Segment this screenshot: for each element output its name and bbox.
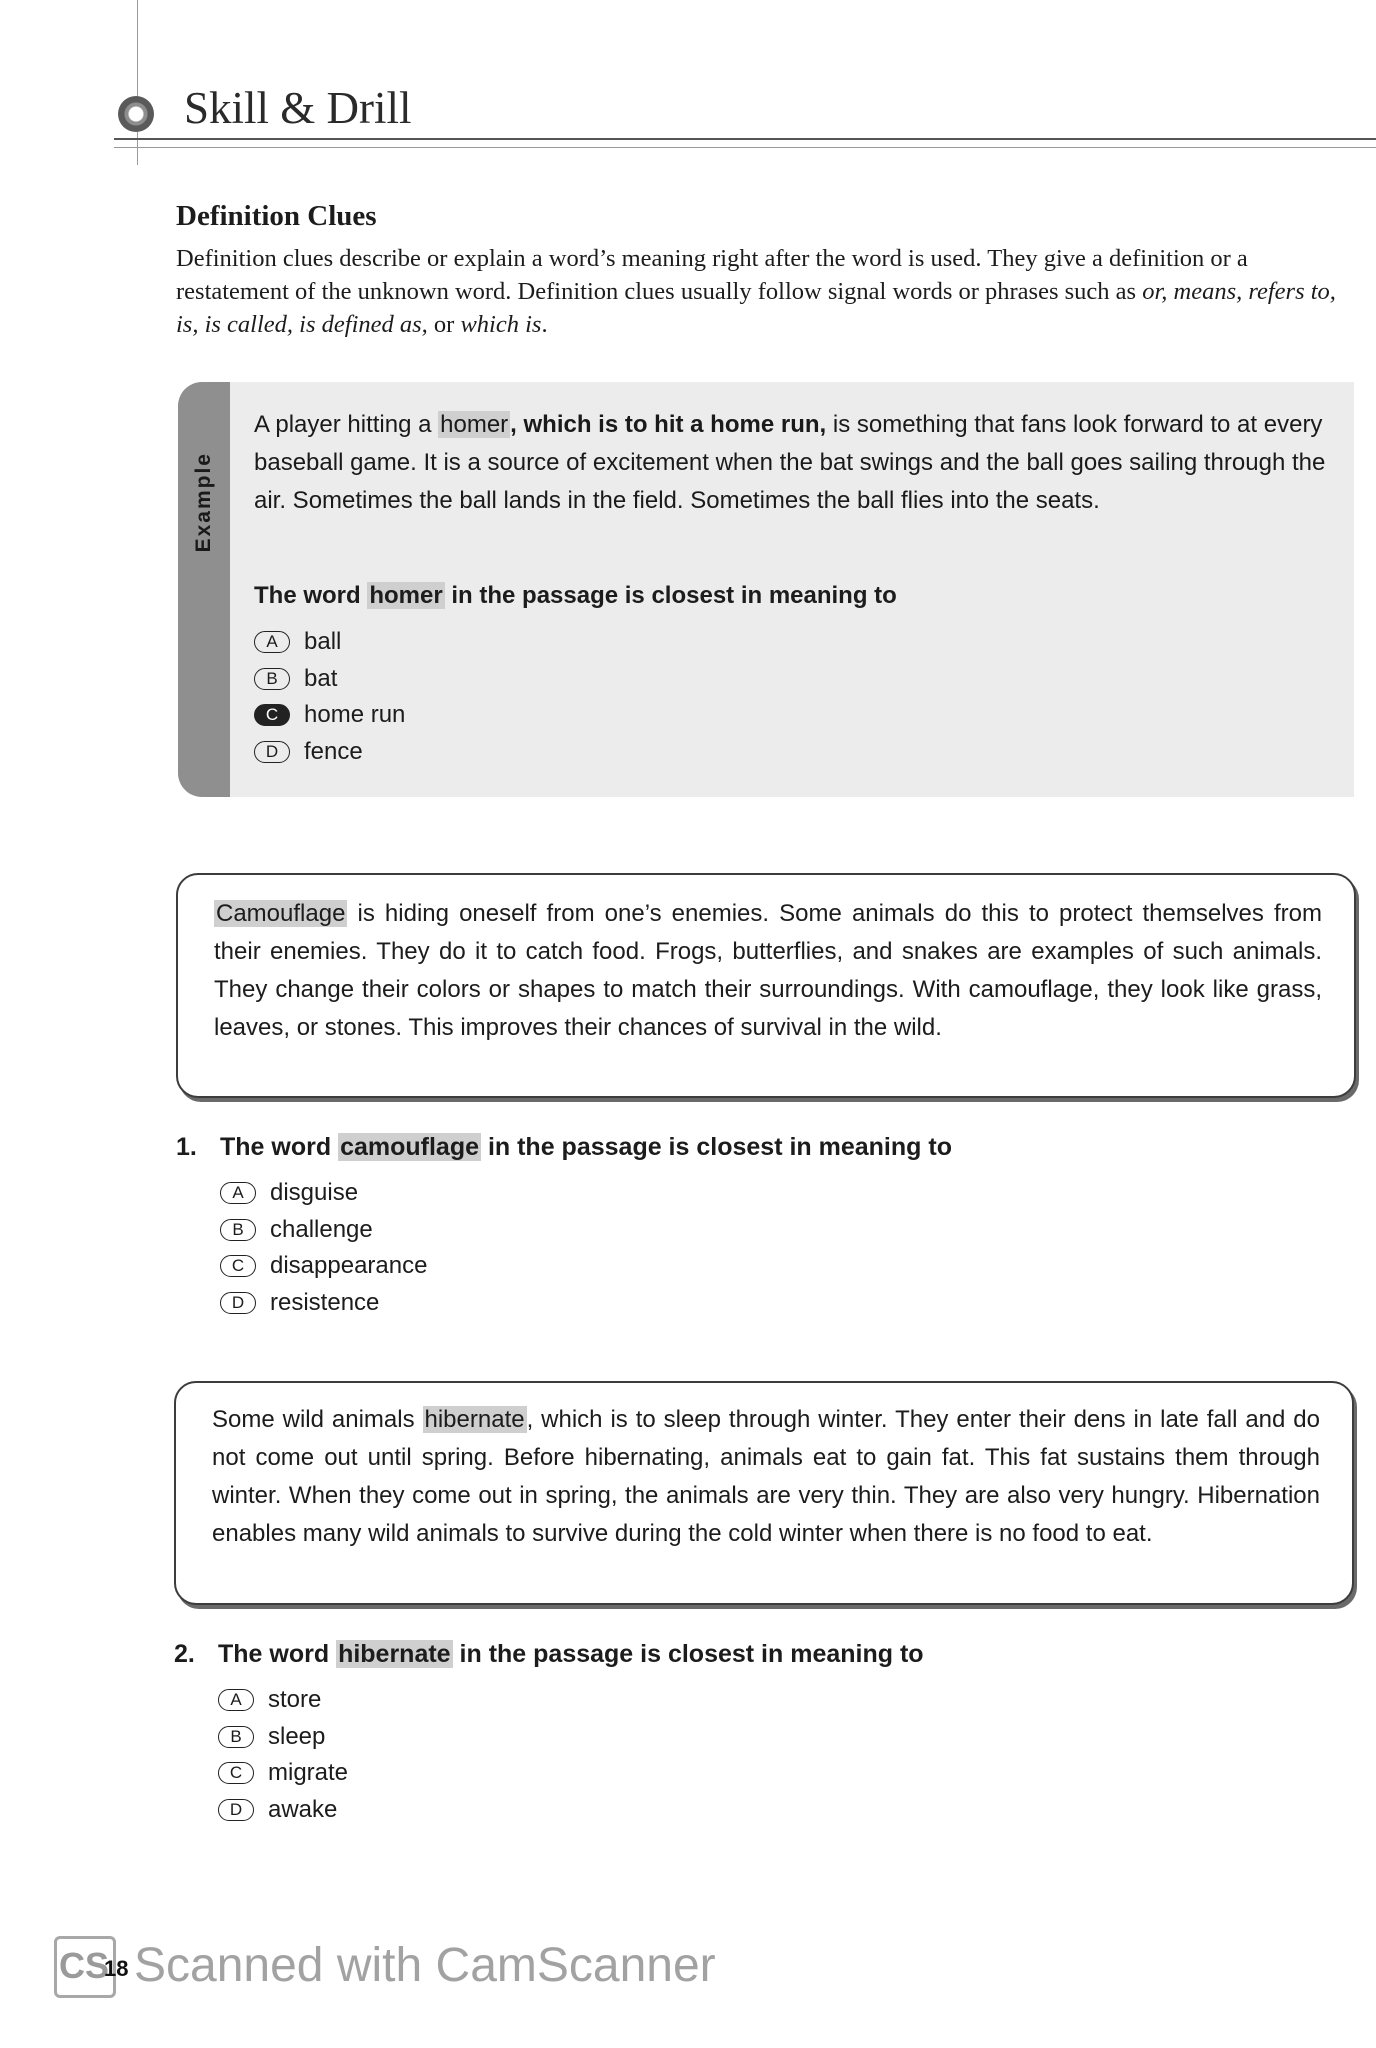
option-label: awake [268, 1795, 338, 1823]
intro-period: . [541, 311, 548, 338]
passage-1-text [214, 895, 1322, 1047]
example-question [254, 582, 897, 610]
option-d[interactable] [254, 734, 405, 771]
option-label: ball [304, 628, 342, 656]
example-label: Example [192, 452, 215, 553]
option-a[interactable] [254, 624, 405, 661]
margin-line [137, 0, 138, 165]
example-box [178, 382, 1354, 797]
passage-2-text [212, 1401, 1320, 1553]
option-b[interactable] [218, 1719, 348, 1756]
question-text: in the passage is closest in meaning to [452, 1640, 924, 1668]
option-letter-badge: B [218, 1726, 254, 1748]
option-c[interactable] [220, 1248, 427, 1285]
intro-heading: Definition Clues [176, 200, 377, 232]
option-label: disguise [270, 1179, 359, 1207]
option-letter-badge: B [220, 1219, 256, 1241]
option-c-selected[interactable] [254, 697, 405, 734]
option-c[interactable] [218, 1755, 348, 1792]
question-text: in the passage is closest in meaning to [444, 582, 897, 609]
question-number: 1. [176, 1133, 197, 1161]
signal-words: or, means, refers to, is, is called, is defined as, [176, 278, 1336, 338]
camscanner-logo-icon: CS [54, 1936, 116, 1998]
definition-clue: , which is to hit a home run, [510, 411, 827, 438]
example-passage-text: is something that fans look forward to at every baseball game. It is a source of excitement when the bat swings and the ball goes sailing through the air. Sometimes the ball lands in the field. Sometimes the ball flies into the seats. [254, 411, 1326, 514]
option-b[interactable] [220, 1212, 427, 1249]
option-label: disappearance [270, 1252, 428, 1280]
highlighted-word: camouflage [340, 1133, 479, 1161]
signal-word-last: which is [460, 311, 542, 338]
option-letter-badge-selected: C [254, 704, 290, 726]
highlighted-word: homer [440, 411, 509, 438]
highlighted-word: homer [369, 582, 443, 609]
option-b[interactable] [254, 661, 405, 698]
option-label: sleep [268, 1722, 326, 1750]
example-tab [178, 382, 230, 797]
option-letter-badge: A [220, 1182, 256, 1204]
option-letter-badge: D [220, 1292, 256, 1314]
scanner-watermark: Scanned with CamScanner [134, 1939, 716, 1992]
question-1-options [220, 1175, 427, 1321]
page-number: 18 [104, 1956, 129, 1981]
header-divider-thin [114, 147, 1376, 148]
intro-or: or [427, 311, 461, 338]
question-text: in the passage is closest in meaning to [481, 1133, 952, 1161]
option-label: store [268, 1686, 322, 1714]
highlighted-word: Camouflage [216, 900, 346, 927]
passage-text: , which is to sleep through winter. They enter their dens in late fall and do not come out until spring. Before hibernating, animals eat to gain fat. This fat sustains them through winter. When they come out in spring, the animals are very thin. They are also very hungry. Hibernation enables many wild animals to survive during the cold winter when there is no food to eat. [212, 1406, 1320, 1547]
option-label: challenge [270, 1215, 373, 1243]
option-label: bat [304, 664, 338, 692]
highlighted-word: hibernate [424, 1406, 525, 1433]
question-number: 2. [174, 1640, 195, 1668]
option-a[interactable] [220, 1175, 427, 1212]
option-letter-badge: B [254, 668, 290, 690]
intro-paragraph [176, 242, 1358, 341]
option-letter-badge: C [220, 1255, 256, 1277]
question-1 [176, 1133, 952, 1162]
question-2 [174, 1640, 924, 1669]
question-text: The word [220, 1133, 339, 1161]
option-label: migrate [268, 1759, 349, 1787]
passage-text: Some wild animals [212, 1406, 423, 1433]
example-passage [254, 406, 1334, 520]
option-letter-badge: A [218, 1689, 254, 1711]
question-2-options [218, 1682, 348, 1828]
example-passage-text: A player hitting a [254, 411, 439, 438]
section-title: Skill & Drill [184, 83, 412, 133]
option-letter-badge: D [218, 1799, 254, 1821]
question-text: The word [254, 582, 368, 609]
option-letter-badge: A [254, 631, 290, 653]
question-text: The word [218, 1640, 337, 1668]
section-bullet-icon [118, 96, 154, 132]
example-options [254, 624, 405, 770]
option-d[interactable] [220, 1285, 427, 1322]
intro-text: Definition clues describe or explain a word’s meaning right after the word is used. They give a definition or a restatement of the unknown word. Definition clues usually follow signal words or phrases such as [176, 245, 1248, 305]
passage-text: is hiding oneself from one’s enemies. Some animals do this to protect themselves from their enemies. They do it to catch food. Frogs, butterflies, and snakes are examples of such animals. They change their colors or shapes to match their surroundings. With camouflage, they look like grass, leaves, or stones. This improves their chances of survival in the wild. [214, 900, 1322, 1041]
header-divider [114, 138, 1376, 140]
option-label: home run [304, 701, 406, 729]
option-d[interactable] [218, 1792, 348, 1829]
passage-box-2 [174, 1381, 1354, 1605]
option-label: resistence [270, 1288, 380, 1316]
highlighted-word: hibernate [338, 1640, 451, 1668]
option-label: fence [304, 737, 363, 765]
option-letter-badge: C [218, 1762, 254, 1784]
option-a[interactable] [218, 1682, 348, 1719]
passage-box-1 [176, 873, 1356, 1098]
option-letter-badge: D [254, 741, 290, 763]
